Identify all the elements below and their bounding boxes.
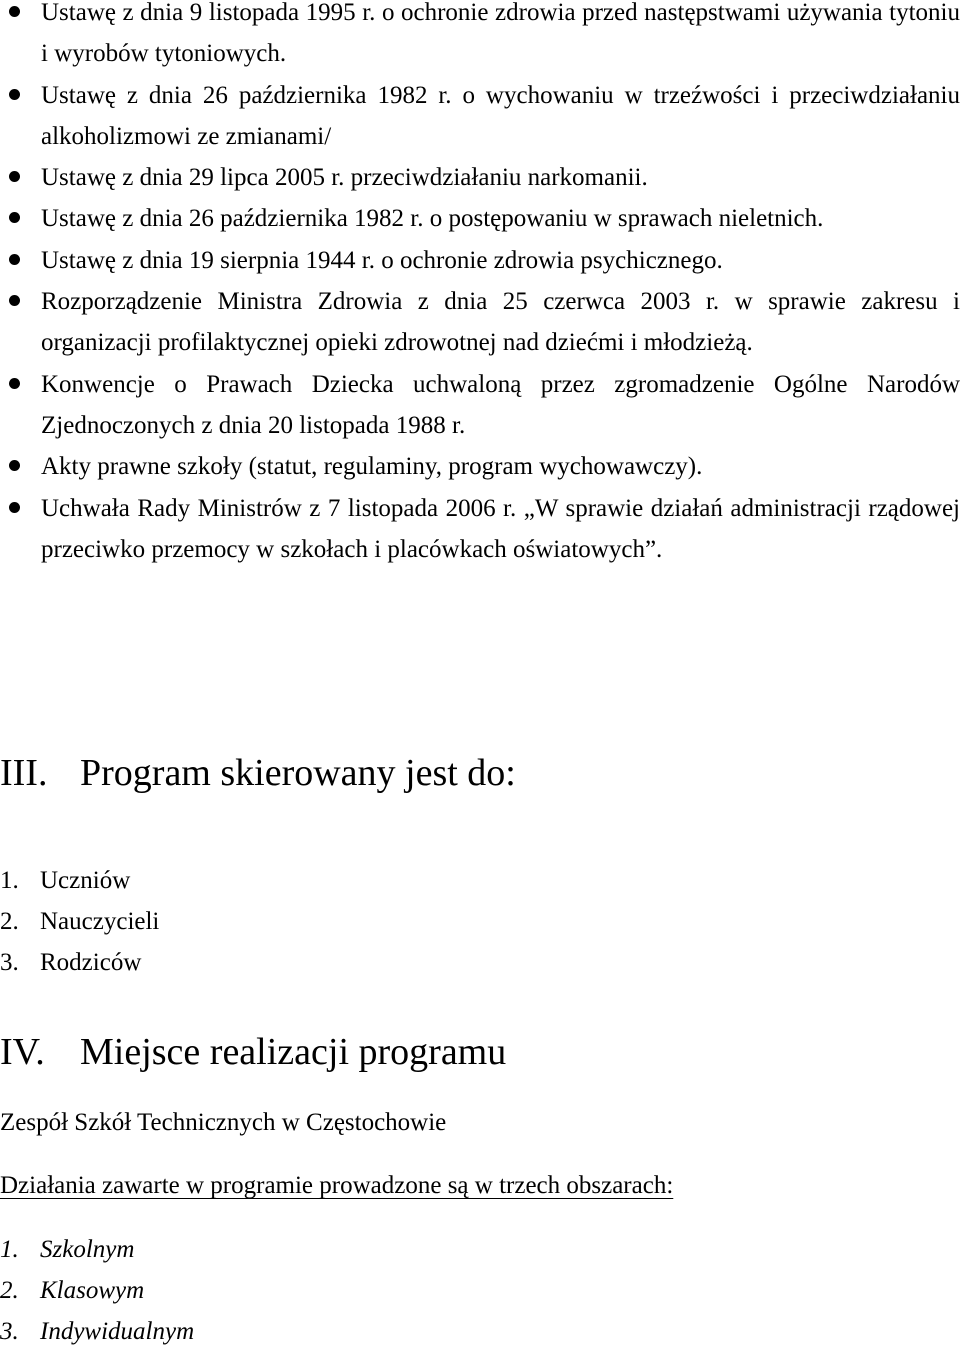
- bullet-icon: [9, 295, 20, 306]
- list-item: [0, 281, 960, 364]
- legal-act-text: Ustawę z dnia 19 sierpnia 1944 r. o ochronie zdrowia psychicznego.: [41, 246, 723, 274]
- bullet-icon: [9, 378, 20, 389]
- bullet-icon: [9, 171, 20, 182]
- section-4-heading: [0, 1030, 506, 1074]
- legal-act-text: Ustawę z dnia 9 listopada 1995 r. o ochronie zdrowia przed następstwami używania tytoniu i wyrobów tytoniowych.: [41, 0, 960, 68]
- section-3-number: III.: [0, 752, 48, 794]
- legal-acts-list: [0, 0, 960, 570]
- list-item: [0, 488, 960, 571]
- section-3-title: Program skierowany jest do:: [80, 752, 516, 794]
- legal-act-text: Ustawę z dnia 26 października 1982 r. o wychowaniu w trzeźwości i przeciwdziałaniu alkoholizmowi ze zmianami/: [41, 81, 960, 150]
- legal-act-text: Ustawę z dnia 29 lipca 2005 r. przeciwdziałaniu narkomanii.: [41, 164, 648, 192]
- bullet-icon: [9, 212, 20, 223]
- section-4-number: IV.: [0, 1031, 45, 1073]
- item-number: 1.: [0, 867, 19, 894]
- areas-intro: Działania zawarte w programie prowadzone są w trzech obszarach:: [0, 1172, 674, 1199]
- bullet-icon: [9, 89, 20, 100]
- bullet-icon: [9, 502, 20, 513]
- item-number: 1.: [0, 1236, 19, 1263]
- legal-act-text: Konwencje o Prawach Dziecka uchwaloną przez zgromadzenie Ogólne Narodów Zjednoczonych z dnia 20 listopada 1988 r.: [41, 370, 960, 439]
- audience-list: [0, 860, 159, 983]
- list-item: [0, 198, 960, 239]
- item-number: 3.: [0, 949, 19, 976]
- legal-act-text: Rozporządzenie Ministra Zdrowia z dnia 25 czerwca 2003 r. w sprawie zakresu i organizacji profilaktycznej opieki zdrowotnej nad dziećmi i młodzieżą.: [41, 288, 960, 357]
- item-label: Nauczycieli: [40, 908, 160, 935]
- legal-act-text: Ustawę z dnia 26 października 1982 r. o postępowaniu w sprawach nieletnich.: [41, 205, 824, 233]
- list-item: [0, 75, 960, 158]
- item-label: Szkolnym: [40, 1236, 135, 1263]
- section-4-title: Miejsce realizacji programu: [80, 1031, 507, 1073]
- bullet-icon: [9, 6, 20, 17]
- realization-place: Zespół Szkół Technicznych w Częstochowie: [0, 1109, 447, 1136]
- list-item: [0, 157, 960, 198]
- item-label: Rodziców: [40, 949, 142, 976]
- list-item: [0, 901, 159, 942]
- item-number: 2.: [0, 908, 19, 935]
- item-label: Klasowym: [40, 1277, 145, 1304]
- list-item: [0, 240, 960, 281]
- list-item: [0, 1311, 194, 1352]
- item-label: Indywidualnym: [40, 1318, 195, 1345]
- bullet-icon: [9, 254, 20, 265]
- section-3-heading: [0, 751, 516, 795]
- legal-act-text: Uchwała Rady Ministrów z 7 listopada 2006 r. „W sprawie działań administracji rządowej przeciwko przemocy w szkołach i placówkach oświatowych”.: [41, 494, 960, 563]
- list-item: [0, 1270, 194, 1311]
- list-item: [0, 1229, 194, 1270]
- list-item: [0, 0, 960, 75]
- areas-list: [0, 1229, 194, 1352]
- bullet-icon: [9, 460, 20, 471]
- list-item: [0, 446, 960, 487]
- legal-act-text: Akty prawne szkoły (statut, regulaminy, program wychowawczy).: [41, 453, 703, 481]
- list-item: [0, 860, 159, 901]
- item-number: 2.: [0, 1277, 19, 1304]
- item-label: Uczniów: [40, 867, 131, 894]
- item-number: 3.: [0, 1318, 19, 1345]
- list-item: [0, 364, 960, 447]
- list-item: [0, 942, 159, 983]
